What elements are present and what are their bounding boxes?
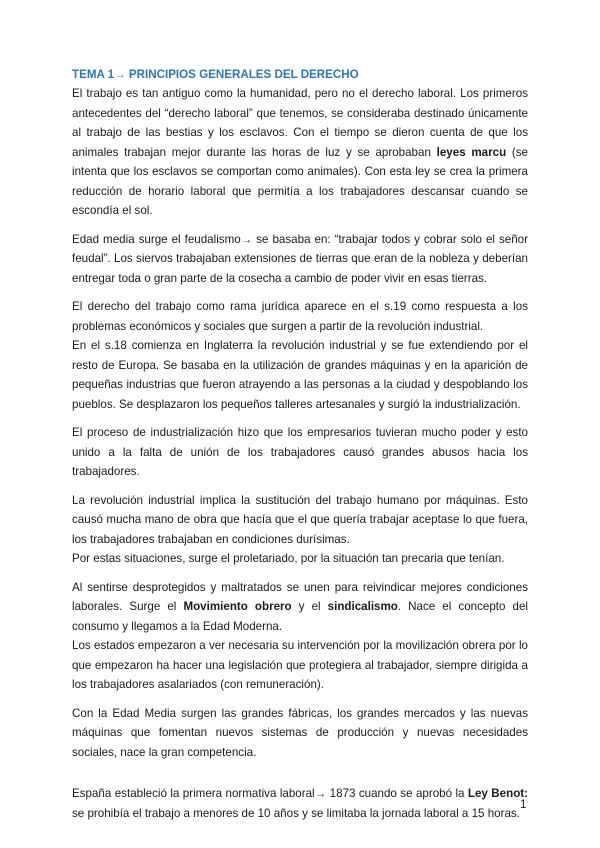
page-number: 1 (520, 798, 527, 811)
paragraph-proletariat: Por estas situaciones, surge el proletariado, por la situación tan precaria que tenían. (72, 552, 505, 565)
paragraph-text: (se intenta que los esclavos se comportan como animales). Con esta ley se crea la primera reducción de horario laboral que permitía a los trabajadores descansar cuando se escondía el sol. (72, 145, 529, 217)
paragraph-factories: Con la Edad Media surgen las grandes fábricas, los grandes mercados y las nuevas máquinas que fomentan nuevos sistemas de producción y nuevas necesidades sociales, nace la gran competencia. (72, 706, 528, 759)
paragraph-text: España estableció la primera normativa laboral→ 1873 cuando se aprobó la (72, 787, 468, 800)
paragraph-origins (72, 84, 528, 221)
paragraph-industrial-revolution: En el s.18 comienza en Inglaterra la revolución industrial y se fue extendiendo por el resto de Europa. Se basaba en la utilización de grandes máquinas y en la aparición de pequeñas industrias que fueron atrayendo a las personas a la ciudad y despoblando los pueblos. Se desplazaron los pequeños talleres artesanales y surgió la industrialización. (72, 339, 528, 411)
paragraph-machines: La revolución industrial implica la sustitución del trabajo humano por máquinas. Esto causó mucha mano de obra que hacía que el que quería trabajar aceptase lo que fuera, los trabajadores trabajaban en condiciones durísimas. (72, 493, 528, 546)
paragraph-text: El trabajo es tan antiguo como la humanidad, pero no el derecho laboral. Los primeros antecedentes del “derecho laboral” que tenemos, se consideraba destinado únicamente al trabajo de las bestias y los esclavos. Con el tiempo se dieron cuenta de que los animales trabajan mejor durante las horas de luz y se aprobaban (72, 87, 528, 159)
paragraph-ley-benot (72, 784, 528, 823)
paragraph-workers-movement (72, 578, 528, 637)
paragraph-text: y el (291, 600, 328, 613)
bold-term: leyes marcu (436, 145, 507, 159)
paragraph-text: se prohibía el trabajo a menores de 10 años y se limitaba la jornada laboral a 15 horas. (72, 806, 520, 820)
paragraph-labor-law: El derecho del trabajo como rama jurídica aparece en el s.19 como respuesta a los problemas económicos y sociales que surgen a partir de la revolución industrial. (72, 300, 528, 333)
bold-term: sindicalismo (327, 600, 398, 613)
paragraph-text: . Nace el concepto del consumo y llegamos a la Edad Moderna. (72, 600, 528, 633)
bold-term: Movimiento obrero (183, 600, 292, 613)
paragraph-industrialization: El proceso de industrialización hizo que los empresarios tuvieran mucho poder y esto unido a la falta de unión de los trabajadores causó grandes abusos hacia los trabajadores. (72, 426, 528, 478)
paragraph-state-intervention: Los estados empezaron a ver necesaria su intervención por la movilización obrera por lo que empezaron ha hacer una legislación que protegiera al trabajador, siempre dirigida a los trabajadores asalariados (con remuneración). (72, 639, 528, 691)
paragraph-text: Al sentirse desprotegidos y maltratados se unen para reivindicar mejores condiciones laborales. Surge el (72, 580, 528, 613)
document-body (72, 66, 528, 832)
page-title: TEMA 1→ PRINCIPIOS GENERALES DEL DERECHO (72, 68, 359, 81)
bold-term: Ley Benot: (467, 787, 529, 800)
paragraph-feudalism: Edad media surge el feudalismo→ se basaba en: “trabajar todos y cobrar solo el señor feudal”. Los siervos trabajaban extensiones de tierras que eran de la nobleza y deberían entregar toda o gran parte de la cosecha a cambio de poder vivir en esas tierras. (72, 232, 528, 285)
